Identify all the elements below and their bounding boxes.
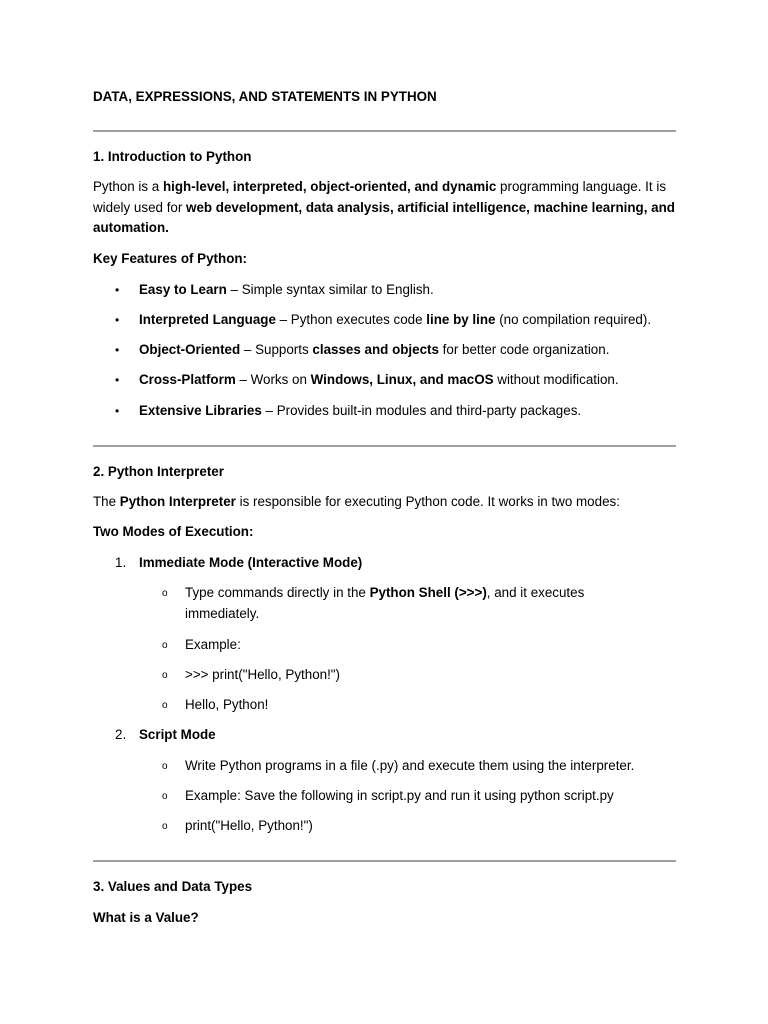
section-3-heading: 3. Values and Data Types <box>93 879 253 894</box>
circle-bullet-icon: o <box>162 791 168 802</box>
document-title: DATA, EXPRESSIONS, AND STATEMENTS IN PYTHON <box>93 89 437 104</box>
list-number: 1. <box>115 555 127 570</box>
bullet-icon: • <box>115 404 120 418</box>
section-2-paragraph: The Python Interpreter is responsible for executing Python code. It works in two modes: <box>93 494 620 509</box>
divider <box>93 445 676 447</box>
modes-heading: Two Modes of Execution: <box>93 524 254 539</box>
section-1-heading: 1. Introduction to Python <box>93 149 252 164</box>
section-3-subheading: What is a Value? <box>93 910 199 925</box>
list-number: 2. <box>115 727 127 742</box>
features-heading: Key Features of Python: <box>93 251 248 266</box>
circle-bullet-icon: o <box>162 761 168 772</box>
circle-bullet-icon: o <box>162 821 168 832</box>
section-1-paragraph: Python is a high-level, interpreted, object-oriented, and dynamic programming language. It is widely used for web development, data analysis, artificial intelligence, machine learning, and automation. <box>93 179 675 235</box>
bullet-icon: • <box>115 343 120 357</box>
section-2-heading: 2. Python Interpreter <box>93 464 224 479</box>
mode-1-title: Immediate Mode (Interactive Mode) <box>139 555 363 570</box>
circle-bullet-icon: o <box>162 670 168 681</box>
circle-bullet-icon: o <box>162 588 168 599</box>
mode-2-title: Script Mode <box>139 727 216 742</box>
divider <box>93 130 676 132</box>
divider <box>93 860 676 862</box>
bullet-icon: • <box>115 283 120 297</box>
bullet-icon: • <box>115 373 120 387</box>
circle-bullet-icon: o <box>162 700 168 711</box>
circle-bullet-icon: o <box>162 640 168 651</box>
bullet-icon: • <box>115 313 120 327</box>
